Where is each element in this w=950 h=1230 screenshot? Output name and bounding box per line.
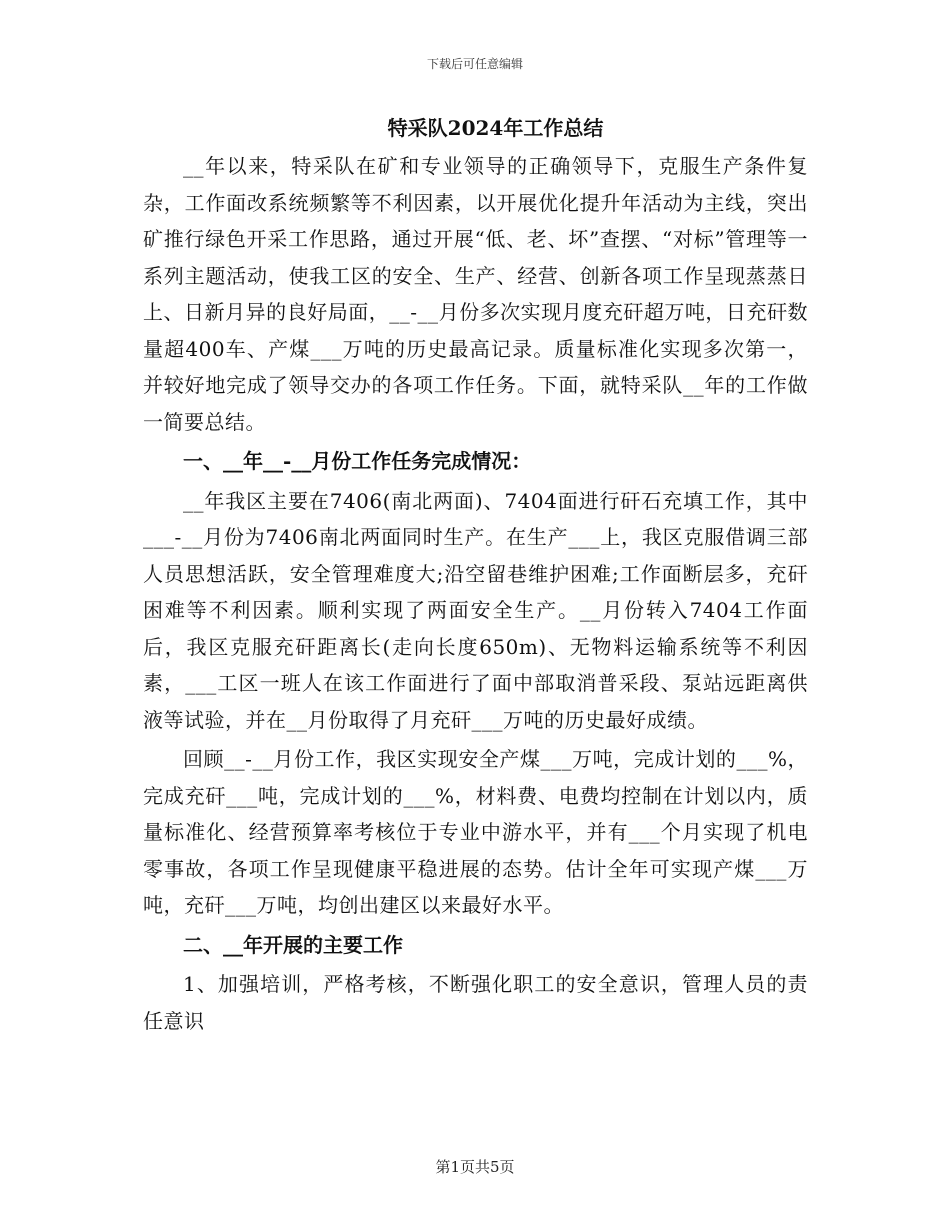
section-1-paragraph-1: __年我区主要在7406(南北两面)、7404面进行矸石充填工作，其中___-__月份为7406南北两面同时生产。在生产___上，我区克服借调三部人员思想活跃，安全管理难度大;沿空留巷维护困难;工作面断层多，充矸困难等不利因素。顺利实现了两面安全生产。__月份转入7404工作面后，我区克服充矸距离长(走向长度650m)、无物料运输系统等不利因素，___工区一班人在该工作面进行了面中部取消普采段、泵站远距离供液等试验，并在__月份取得了月充矸___万吨的历史最好成绩。 [143,488,808,732]
section-1-heading: 一、__年__-__月份工作任务完成情况： [183,449,532,473]
document-title: 特采队2024年工作总结 [387,116,604,140]
intro-paragraph: __年以来，特采队在矿和专业领导的正确领导下，克服生产条件复杂，工作面改系统频繁等不利因素，以开展优化提升年活动为主线，突出矿推行绿色开采工作思路，通过开展“低、老、坏”查摆、“对标”管理等一系列主题活动，使我工区的安全、生产、经营、创新各项工作呈现蒸蒸日上、日新月异的良好局面，__-__月份多次实现月度充矸超万吨，日充矸数量超400车、产煤___万吨的历史最高记录。质量标准化实现多次第一，并较好地完成了领导交办的各项工作任务。下面，就特采队__年的工作做一简要总结。 [143,154,808,434]
document-body [143,110,808,1042]
section-1-paragraph-2: 回顾__-__月份工作，我区实现安全产煤___万吨，完成计划的___%，完成充矸___吨，完成计划的___%，材料费、电费均控制在计划以内，质量标准化、经营预算率考核位于专业中游水平，并有___个月实现了机电零事故，各项工作呈现健康平稳进展的态势。估计全年可实现产煤___万吨，充矸___万吨，均创出建区以来最好水平。 [143,747,808,917]
section-2-paragraph-1: 1、加强培训，严格考核，不断强化职工的安全意识，管理人员的责任意识 [143,972,808,1033]
section-2-heading: 二、__年开展的主要工作 [183,932,403,957]
header-note: 下载后可任意编辑 [426,57,523,71]
page-indicator: 第1页共5页 [435,1158,515,1176]
